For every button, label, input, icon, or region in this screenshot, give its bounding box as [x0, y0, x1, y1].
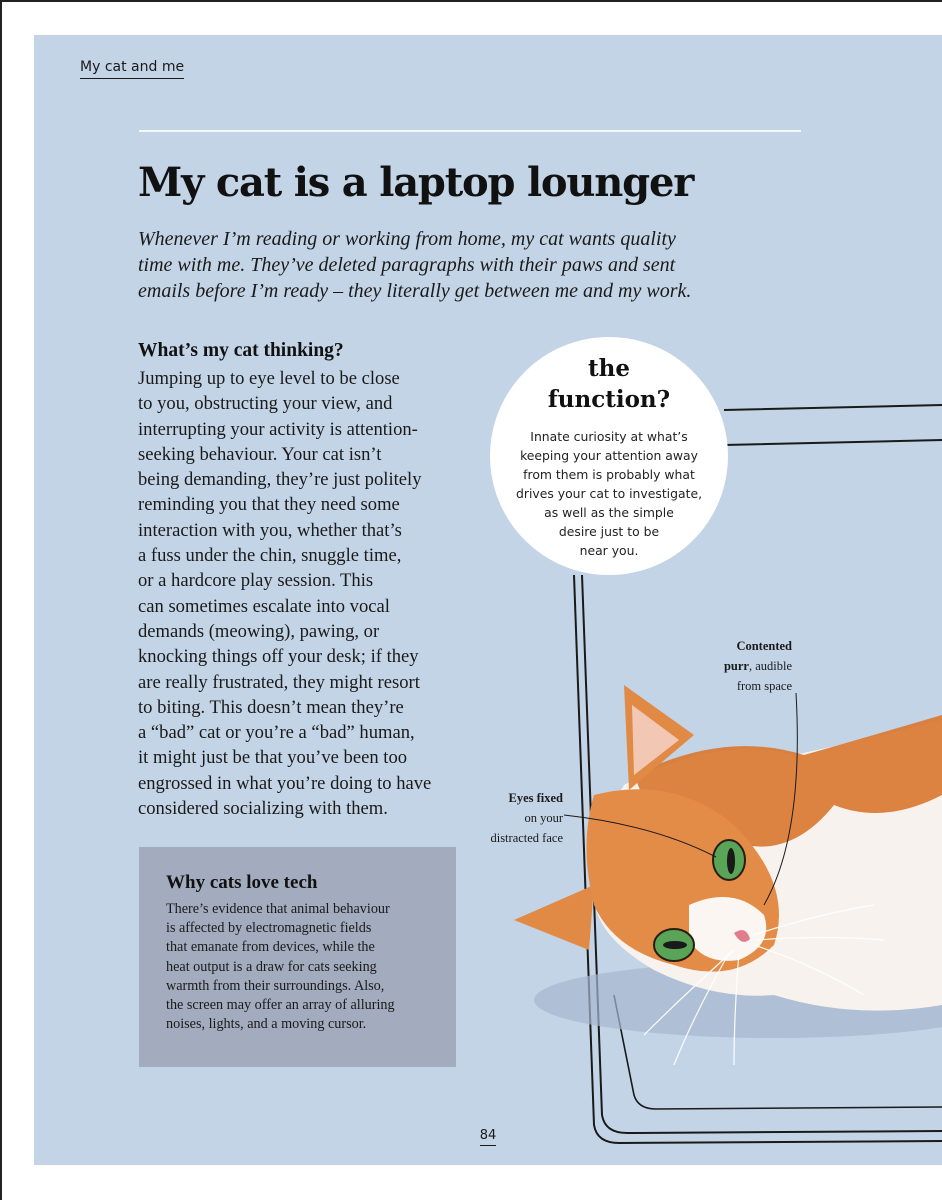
page-title: My cat is a laptop lounger: [138, 159, 694, 206]
body-line: reminding you that they need some: [138, 494, 400, 516]
function-bubble: [490, 337, 728, 575]
laptop-lid-edge: [724, 405, 942, 445]
purr-annotation: [724, 636, 792, 696]
eyes-annotation-line3: distracted face: [490, 831, 563, 845]
purr-annotation-bold: Contented: [736, 639, 792, 653]
bubble-line: drives your cat to investigate,: [515, 486, 703, 501]
sidebar-line: There’s evidence that animal behaviour: [166, 901, 390, 917]
body-line: Jumping up to eye level to be close: [138, 368, 400, 389]
body-line: considered socializing with them.: [138, 798, 388, 820]
body-line: it might just be that you’ve been too: [138, 747, 408, 769]
bubble-line: desire just to be: [558, 524, 660, 539]
body-line: demands (meowing), pawing, or: [138, 620, 380, 642]
section-label: My cat and me: [80, 59, 184, 79]
body-line: to you, obstructing your view, and: [138, 393, 393, 415]
bubble-line: Innate curiosity at what’s: [530, 429, 688, 444]
body-line: knocking things off your desk; if they: [138, 646, 419, 668]
bubble-title-line: function?: [547, 386, 671, 413]
body-line: can sometimes escalate into vocal: [138, 595, 390, 617]
body-line: engrossed in what you’re doing to have: [138, 772, 432, 794]
purr-annotation-bold2: purr: [723, 659, 749, 673]
body-line: to biting. This doesn’t mean they’re: [138, 696, 404, 718]
bubble-line: near you.: [579, 543, 639, 558]
cat-ear-right: [514, 885, 594, 950]
body-line: a fuss under the chin, snuggle time,: [138, 545, 402, 567]
purr-annotation-line3: from space: [736, 679, 792, 693]
bubble-line: keeping your attention away: [520, 448, 698, 463]
body-line: a “bad” cat or you’re a “bad” human,: [138, 722, 415, 744]
body-line: interrupting your activity is attention-: [138, 418, 418, 440]
purr-annotation-rest: , audible: [748, 659, 792, 673]
body-line: or a hardcore play session. This: [138, 570, 374, 592]
sidebar-line: noises, lights, and a moving cursor.: [166, 1016, 367, 1033]
sidebar-line: warmth from their surroundings. Also,: [166, 977, 385, 994]
intro-line: emails before I’m ready – they literally get between me and my work.: [138, 280, 692, 302]
eyes-annotation: [490, 788, 563, 848]
eyes-annotation-line2: on your: [524, 811, 563, 825]
bubble-line: from them is probably what: [523, 467, 695, 482]
body-line: being demanding, they’re just politely: [138, 469, 422, 491]
body-line: interaction with you, whether that’s: [138, 519, 402, 541]
sidebar-title: Why cats love tech: [166, 872, 318, 893]
sidebar-line: is affected by electromagnetic fields: [166, 920, 372, 937]
book-page: [34, 35, 942, 1165]
sidebar-line: heat output is a draw for cats seeking: [166, 958, 377, 975]
question-heading: What’s my cat thinking?: [138, 340, 344, 361]
laptop-cat-illustration: [34, 35, 942, 1165]
frame-top-edge: [0, 0, 942, 2]
bubble-title-line: the: [588, 355, 630, 382]
bubble-text: [490, 427, 728, 560]
body-line: are really frustrated, they might resort: [138, 671, 420, 693]
body-line: seeking behaviour. Your cat isn’t: [138, 443, 382, 465]
bubble-line: as well as the simple: [544, 505, 674, 520]
bubble-title: [490, 353, 728, 415]
sidebar-line: the screen may offer an array of alluring: [166, 997, 395, 1014]
eyes-annotation-bold: Eyes fixed: [508, 791, 563, 805]
frame-left-edge: [0, 0, 2, 1200]
page-number-wrap: [34, 1124, 942, 1143]
intro-line: time with me. They’ve deleted paragraphs with their paws and sent: [138, 254, 676, 276]
sidebar-line: that emanate from devices, while the: [166, 939, 375, 956]
page-number: 84: [480, 1128, 497, 1146]
intro-line: Whenever I’m reading or working from home, my cat wants quality: [138, 228, 676, 250]
